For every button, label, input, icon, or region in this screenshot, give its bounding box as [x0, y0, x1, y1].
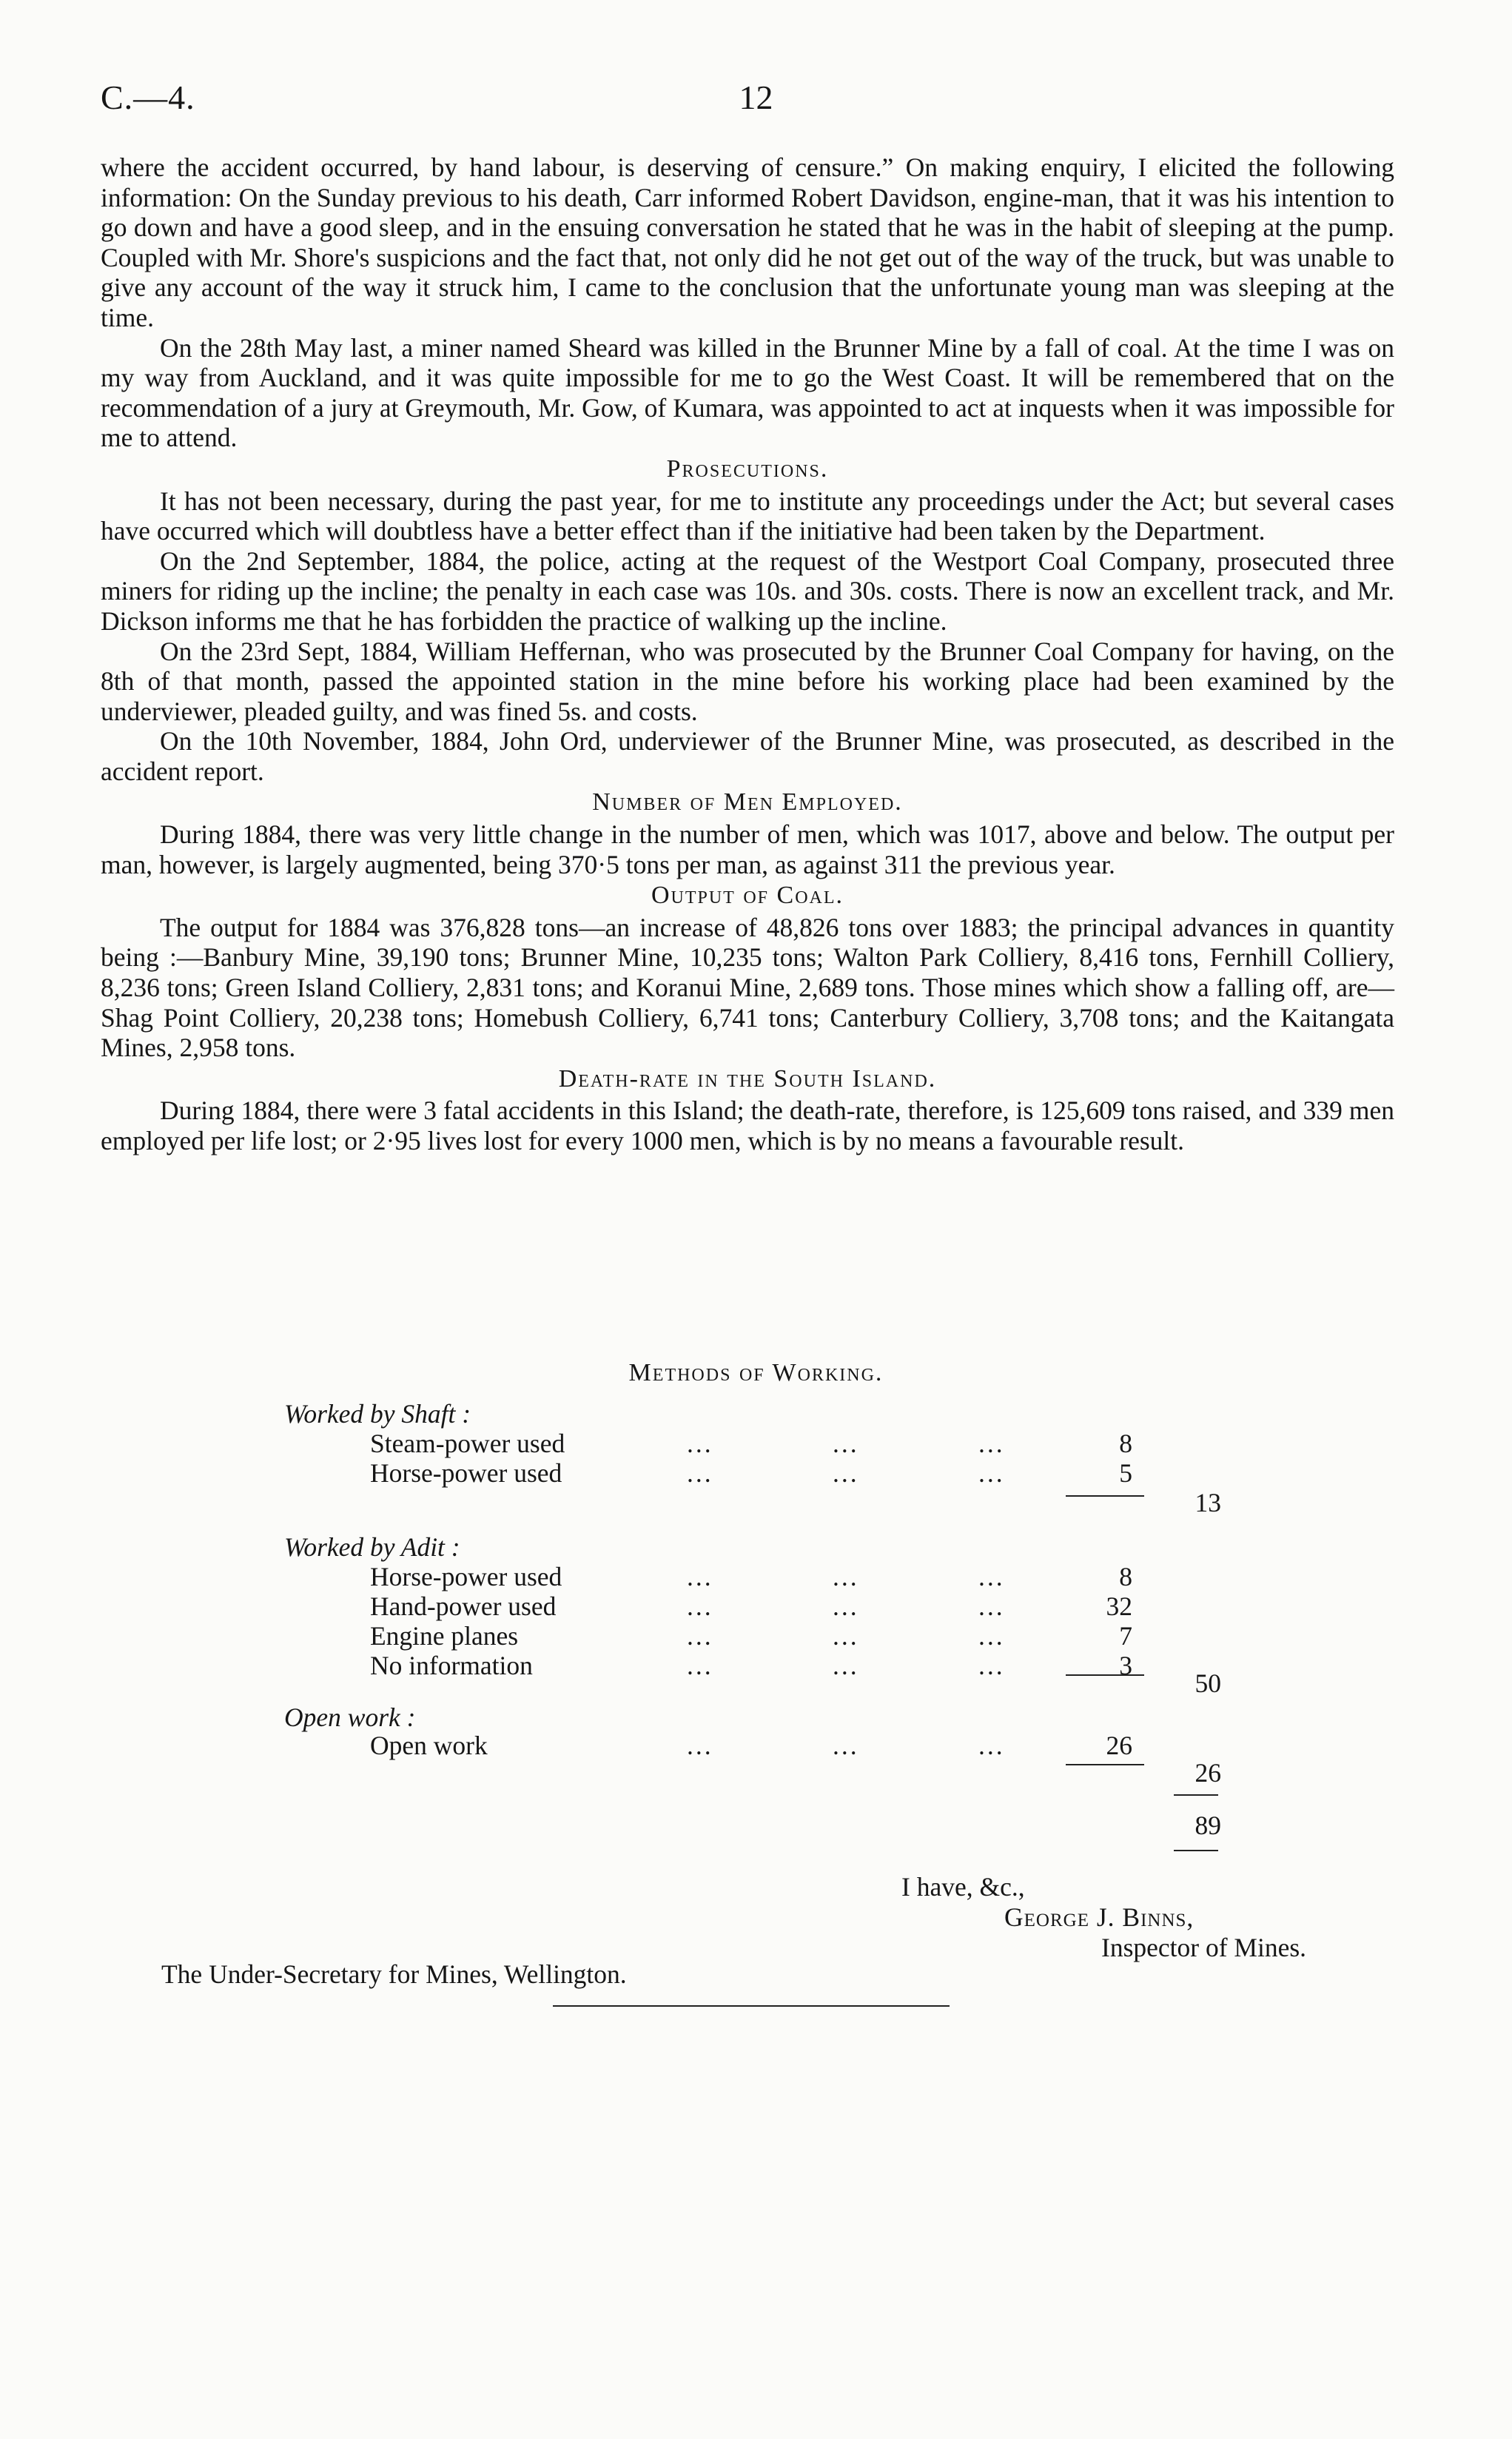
section-heading-men-employed: Number of Men Employed. [592, 788, 903, 816]
method-value: 5 [1119, 1458, 1132, 1488]
table-row [0, 1561, 1512, 1591]
signatory-title: Inspector of Mines. [1101, 1933, 1307, 1962]
leader-dots: ... [978, 1651, 1005, 1680]
paragraph: The output for 1884 was 376,828 tons—an increase of 48,826 tons over 1883; the principal advances in quantity being :—Banbury Mine, 39,190 tons; Brunner Mine, 10,235 tons; Walton Park Colliery, 8,416 tons, Fernhill Colliery, 8,236 tons; Green Island Colliery, 2,831 tons; and Koranui Mine, 2,689 tons. Those mines which show a falling off, are—Shag Point Colliery, 20,238 tons; Homebush Colliery, 6,741 tons; Canterbury Colliery, 3,708 tons; and the Kaitangata Mines, 2,958 tons. [101, 912, 1394, 1063]
salutation: I have, &c., [901, 1872, 1025, 1902]
leader-dots: ... [687, 1429, 713, 1458]
paragraph: On the 2nd September, 1884, the police, acting at the request of the Westport Coal Company, prosecuted three miners for riding up the incline; the penalty in each case was 10s. and 30s. costs. There is now an excellent track, and Mr. Dickson informs me that he has forbidden the practice of walking up the incline. [101, 546, 1394, 636]
category-total: 50 [1195, 1668, 1221, 1698]
leader-dots: ... [687, 1591, 713, 1621]
paragraph: where the accident occurred, by hand labour, is deserving of censure.” On making enquiry, I elicited the following information: On the Sunday previous to his death, Carr informed Robert Davidson, engine-man, that it was his intention to go down and have a good sleep, and in the ensuing conversation he stated that he was in the habit of sleeping at the pump. Coupled with Mr. Shore's suspicions and the fact that, not only did he not get out of the way of the truck, but was unable to give any account of the way it struck him, I came to the conclusion that the unfortunate young man was sleeping at the time. [101, 152, 1394, 332]
method-label: Open work [370, 1731, 488, 1760]
paragraph: On the 28th May last, a miner named Sheard was killed in the Brunner Mine by a fall of coal. At the time I was on my way from Auckland, and it was quite impossible for me to go the West Coast. It will be remembered that on the recommendation of a jury at Greymouth, Mr. Gow, of Kumara, was appointed to act at inquests when it was impossible for me to attend. [101, 332, 1394, 453]
signatory-name: George J. Binns, [1004, 1902, 1195, 1932]
total-rule [1174, 1794, 1218, 1796]
table-row [0, 1730, 1512, 1759]
methods-heading: Methods of Working. [628, 1359, 884, 1386]
paragraph: During 1884, there were 3 fatal accidents in this Island; the death-rate, therefore, is 125,609 tons raised, and 339 men employed per life lost; or 2·95 lives lost for every 1000 men, which is by no means a favourable result. [101, 1096, 1394, 1155]
method-value: 32 [1106, 1591, 1132, 1621]
table-row [0, 1457, 1512, 1487]
page-number: 12 [739, 78, 773, 116]
category-row [0, 1531, 1512, 1561]
leader-dots: ... [978, 1731, 1005, 1760]
leader-dots: ... [978, 1621, 1005, 1651]
section-heading-prosecutions: Prosecutions. [666, 454, 829, 483]
paragraph: It has not been necessary, during the past year, for me to institute any proceedings under the Act; but several cases have occurred which will doubtless have a better effect than if the initiative had been taken by the Department. [101, 486, 1394, 546]
paragraph: On the 23rd Sept, 1884, William Heffernan, who was prosecuted by the Brunner Coal Company for having, on the 8th of that month, passed the appointed station in the mine before his working place had been examined by the underviewer, pleaded guilty, and was fined 5s. and costs. [101, 636, 1394, 726]
leader-dots: ... [687, 1621, 713, 1651]
method-value: 7 [1119, 1621, 1132, 1651]
method-label: Hand-power used [370, 1591, 557, 1621]
category-label: Worked by Shaft : [284, 1399, 471, 1429]
page-header [101, 78, 1411, 122]
category-row [0, 1398, 1512, 1428]
leader-dots: ... [978, 1591, 1005, 1621]
section-heading-output: Output of Coal. [651, 882, 844, 910]
method-value: 8 [1119, 1429, 1132, 1458]
leader-dots: ... [833, 1591, 859, 1621]
method-value: 26 [1106, 1731, 1132, 1760]
end-rule [553, 2005, 950, 2007]
leader-dots: ... [978, 1458, 1005, 1488]
method-value: 3 [1119, 1651, 1132, 1680]
leader-dots: ... [833, 1562, 859, 1591]
table-row [0, 1620, 1512, 1650]
category-total: 26 [1195, 1758, 1221, 1788]
leader-dots: ... [833, 1651, 859, 1680]
leader-dots: ... [833, 1731, 859, 1760]
category-row [0, 1702, 1512, 1731]
method-label: Engine planes [370, 1621, 519, 1651]
method-value: 8 [1119, 1562, 1132, 1591]
leader-dots: ... [833, 1458, 859, 1488]
subtotal-row [0, 1668, 1512, 1697]
grand-total: 89 [1195, 1811, 1221, 1840]
category-label: Worked by Adit : [284, 1532, 460, 1562]
paragraph: During 1884, there was very little change in the number of men, which was 1017, above and below. The output per man, however, is largely augmented, being 370·5 tons per man, as against 311 the previous year. [101, 819, 1394, 879]
addressee: The Under-Secretary for Mines, Wellington. [161, 1959, 627, 1989]
method-label: Steam-power used [370, 1429, 565, 1458]
body-text [101, 152, 1394, 1156]
method-label: Horse-power used [370, 1562, 562, 1591]
leader-dots: ... [687, 1731, 713, 1760]
section-heading-death-rate: Death-rate in the South Island. [558, 1064, 937, 1093]
category-total: 13 [1195, 1488, 1221, 1517]
subtotal-row [0, 1487, 1512, 1517]
leader-dots: ... [687, 1458, 713, 1488]
leader-dots: ... [833, 1429, 859, 1458]
leader-dots: ... [978, 1562, 1005, 1591]
paragraph: On the 10th November, 1884, John Ord, underviewer of the Brunner Mine, was prosecuted, as described in the accident report. [101, 726, 1394, 786]
leader-dots: ... [687, 1562, 713, 1591]
total-rule [1174, 1850, 1218, 1851]
category-label: Open work : [284, 1702, 416, 1732]
method-label: No information [370, 1651, 533, 1680]
table-row [0, 1591, 1512, 1620]
document-code: C.—4. [101, 78, 195, 116]
subtotal-row [0, 1757, 1512, 1787]
table-row [0, 1428, 1512, 1457]
method-label: Horse-power used [370, 1458, 562, 1488]
leader-dots: ... [687, 1651, 713, 1680]
grand-total-row [0, 1810, 1512, 1839]
leader-dots: ... [978, 1429, 1005, 1458]
leader-dots: ... [833, 1621, 859, 1651]
